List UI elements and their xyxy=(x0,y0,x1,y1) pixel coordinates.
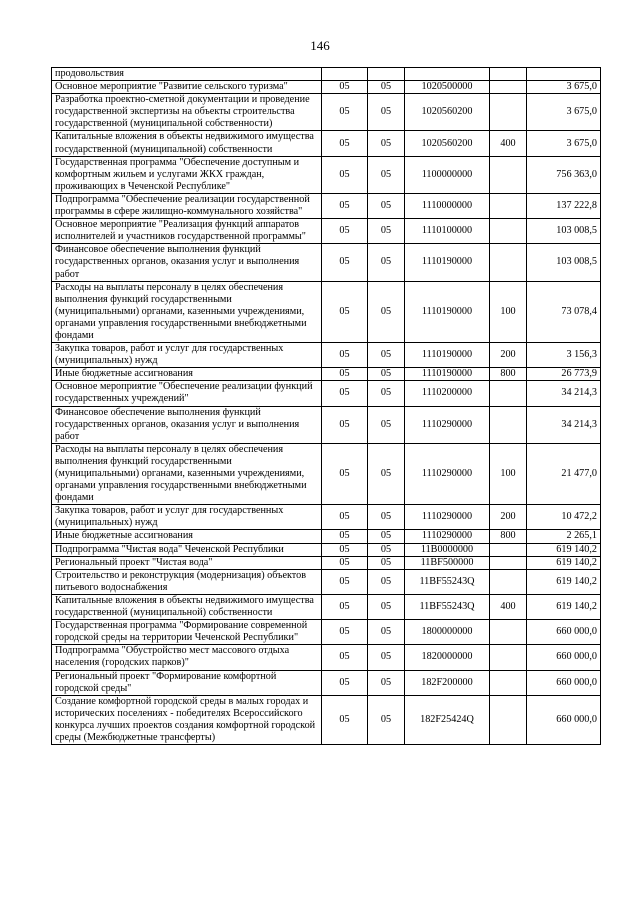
table-row xyxy=(52,131,601,156)
row-expense-type-cell xyxy=(490,156,527,193)
row-subsection-cell: 05 xyxy=(368,620,405,645)
row-amount-cell: 73 078,4 xyxy=(527,281,601,342)
row-subsection-cell: 05 xyxy=(368,569,405,594)
row-subsection-cell: 05 xyxy=(368,368,405,381)
row-section-cell: 05 xyxy=(322,406,368,443)
row-target-article-cell: 1110190000 xyxy=(405,244,490,281)
row-name-cell: Финансовое обеспечение выполнения функций государственных органов, оказания услуг и выполнения работ xyxy=(52,244,322,281)
row-section-cell: 05 xyxy=(322,556,368,569)
table-row xyxy=(52,569,601,594)
table-row xyxy=(52,620,601,645)
row-section-cell: 05 xyxy=(322,505,368,530)
row-amount-cell: 619 140,2 xyxy=(527,543,601,556)
row-section-cell: 05 xyxy=(322,219,368,244)
table-row xyxy=(52,670,601,695)
row-subsection-cell: 05 xyxy=(368,131,405,156)
row-amount-cell: 3 156,3 xyxy=(527,343,601,368)
row-name-cell: Иные бюджетные ассигнования xyxy=(52,530,322,543)
budget-table xyxy=(51,67,601,745)
row-expense-type-cell xyxy=(490,406,527,443)
row-expense-type-cell xyxy=(490,620,527,645)
table-row xyxy=(52,193,601,218)
row-name-cell: Государственная программа "Обеспечение доступным и комфортным жильем и услугами ЖКХ граждан, проживающих в Чеченской Республике" xyxy=(52,156,322,193)
row-expense-type-cell: 800 xyxy=(490,368,527,381)
row-subsection-cell: 05 xyxy=(368,343,405,368)
table-row xyxy=(52,244,601,281)
row-subsection-cell: 05 xyxy=(368,543,405,556)
row-section-cell: 05 xyxy=(322,193,368,218)
row-target-article-cell: 1110190000 xyxy=(405,281,490,342)
row-target-article-cell: 1110200000 xyxy=(405,381,490,406)
row-section-cell: 05 xyxy=(322,670,368,695)
row-expense-type-cell xyxy=(490,244,527,281)
row-expense-type-cell: 100 xyxy=(490,443,527,504)
row-subsection-cell: 05 xyxy=(368,81,405,94)
row-expense-type-cell xyxy=(490,193,527,218)
row-section-cell: 05 xyxy=(322,281,368,342)
table-row xyxy=(52,443,601,504)
row-section-cell: 05 xyxy=(322,94,368,131)
table-row xyxy=(52,695,601,744)
row-amount-cell: 619 140,2 xyxy=(527,556,601,569)
row-subsection-cell: 05 xyxy=(368,594,405,619)
row-section-cell: 05 xyxy=(322,343,368,368)
table-row xyxy=(52,68,601,81)
row-expense-type-cell xyxy=(490,556,527,569)
row-expense-type-cell xyxy=(490,219,527,244)
row-section-cell: 05 xyxy=(322,244,368,281)
table-row xyxy=(52,281,601,342)
row-subsection-cell: 05 xyxy=(368,219,405,244)
row-section-cell: 05 xyxy=(322,543,368,556)
row-section-cell: 05 xyxy=(322,569,368,594)
row-target-article-cell: 182F25424Q xyxy=(405,695,490,744)
row-subsection-cell: 05 xyxy=(368,645,405,670)
row-target-article-cell: 1110100000 xyxy=(405,219,490,244)
row-subsection-cell: 05 xyxy=(368,505,405,530)
row-amount-cell: 21 477,0 xyxy=(527,443,601,504)
row-amount-cell: 660 000,0 xyxy=(527,620,601,645)
row-name-cell: Подпрограмма "Обустройство мест массового отдыха населения (городских парков)" xyxy=(52,645,322,670)
row-target-article-cell xyxy=(405,68,490,81)
row-name-cell: Закупка товаров, работ и услуг для государственных (муниципальных) нужд xyxy=(52,343,322,368)
table-row xyxy=(52,594,601,619)
row-expense-type-cell xyxy=(490,645,527,670)
row-target-article-cell: 1020560200 xyxy=(405,131,490,156)
row-amount-cell: 34 214,3 xyxy=(527,381,601,406)
row-section-cell: 05 xyxy=(322,381,368,406)
row-name-cell: Основное мероприятие "Развитие сельского туризма" xyxy=(52,81,322,94)
row-amount-cell: 660 000,0 xyxy=(527,695,601,744)
table-row xyxy=(52,505,601,530)
row-subsection-cell: 05 xyxy=(368,193,405,218)
row-subsection-cell: 05 xyxy=(368,556,405,569)
table-row xyxy=(52,94,601,131)
table-row xyxy=(52,343,601,368)
table-row xyxy=(52,556,601,569)
row-expense-type-cell xyxy=(490,670,527,695)
row-amount-cell: 2 265,1 xyxy=(527,530,601,543)
row-target-article-cell: 11BF55243Q xyxy=(405,594,490,619)
table-row xyxy=(52,219,601,244)
row-name-cell: Финансовое обеспечение выполнения функций государственных органов, оказания услуг и выполнения работ xyxy=(52,406,322,443)
row-section-cell: 05 xyxy=(322,594,368,619)
row-subsection-cell xyxy=(368,68,405,81)
row-amount-cell xyxy=(527,68,601,81)
row-amount-cell: 619 140,2 xyxy=(527,569,601,594)
row-target-article-cell: 1800000000 xyxy=(405,620,490,645)
row-subsection-cell: 05 xyxy=(368,156,405,193)
row-amount-cell: 619 140,2 xyxy=(527,594,601,619)
row-target-article-cell: 1110000000 xyxy=(405,193,490,218)
row-name-cell: Основное мероприятие "Обеспечение реализации функций государственных учреждений" xyxy=(52,381,322,406)
row-subsection-cell: 05 xyxy=(368,695,405,744)
row-expense-type-cell xyxy=(490,569,527,594)
row-section-cell: 05 xyxy=(322,443,368,504)
row-name-cell: Строительство и реконструкция (модернизация) объектов питьевого водоснабжения xyxy=(52,569,322,594)
row-section-cell: 05 xyxy=(322,131,368,156)
row-section-cell: 05 xyxy=(322,645,368,670)
row-name-cell: продовольствия xyxy=(52,68,322,81)
row-target-article-cell: 182F200000 xyxy=(405,670,490,695)
row-amount-cell: 756 363,0 xyxy=(527,156,601,193)
row-target-article-cell: 11B0000000 xyxy=(405,543,490,556)
table-row xyxy=(52,368,601,381)
row-expense-type-cell: 200 xyxy=(490,343,527,368)
row-name-cell: Разработка проектно-сметной документации и проведение государственной экспертизы на объекты строительства государственной (муниципальной собственности) xyxy=(52,94,322,131)
row-target-article-cell: 1100000000 xyxy=(405,156,490,193)
row-name-cell: Капитальные вложения в объекты недвижимого имущества государственной (муниципальной) собственности xyxy=(52,594,322,619)
row-subsection-cell: 05 xyxy=(368,244,405,281)
table-row xyxy=(52,381,601,406)
row-name-cell: Капитальные вложения в объекты недвижимого имущества государственной (муниципальной) собственности xyxy=(52,131,322,156)
row-expense-type-cell: 400 xyxy=(490,594,527,619)
row-expense-type-cell xyxy=(490,695,527,744)
row-section-cell xyxy=(322,68,368,81)
row-target-article-cell: 11BF55243Q xyxy=(405,569,490,594)
row-target-article-cell: 1110190000 xyxy=(405,343,490,368)
table-row xyxy=(52,406,601,443)
row-name-cell: Государственная программа "Формирование современной городской среды на территории Чеченской Республики" xyxy=(52,620,322,645)
row-section-cell: 05 xyxy=(322,620,368,645)
row-expense-type-cell xyxy=(490,68,527,81)
row-name-cell: Подпрограмма "Чистая вода" Чеченской Республики xyxy=(52,543,322,556)
row-amount-cell: 103 008,5 xyxy=(527,244,601,281)
row-name-cell: Расходы на выплаты персоналу в целях обеспечения выполнения функций государственными (муниципальными) органами, казенными учреждениями, органами управления государственными внебюджетными фондами xyxy=(52,443,322,504)
row-name-cell: Основное мероприятие "Реализация функций аппаратов исполнителей и участников государственной программы" xyxy=(52,219,322,244)
row-target-article-cell: 1820000000 xyxy=(405,645,490,670)
row-subsection-cell: 05 xyxy=(368,281,405,342)
row-expense-type-cell: 200 xyxy=(490,505,527,530)
row-amount-cell: 660 000,0 xyxy=(527,645,601,670)
row-name-cell: Иные бюджетные ассигнования xyxy=(52,368,322,381)
row-name-cell: Закупка товаров, работ и услуг для государственных (муниципальных) нужд xyxy=(52,505,322,530)
row-section-cell: 05 xyxy=(322,695,368,744)
row-expense-type-cell: 100 xyxy=(490,281,527,342)
table-row xyxy=(52,645,601,670)
row-amount-cell: 10 472,2 xyxy=(527,505,601,530)
row-amount-cell: 3 675,0 xyxy=(527,131,601,156)
row-name-cell: Создание комфортной городской среды в малых городах и исторических поселениях - победителях Всероссийского конкурса лучших проектов создания комфортной городской среды (Межбюджетные трансферты) xyxy=(52,695,322,744)
row-target-article-cell: 1020560200 xyxy=(405,94,490,131)
row-subsection-cell: 05 xyxy=(368,670,405,695)
row-expense-type-cell: 400 xyxy=(490,131,527,156)
row-amount-cell: 103 008,5 xyxy=(527,219,601,244)
row-expense-type-cell xyxy=(490,81,527,94)
row-expense-type-cell: 800 xyxy=(490,530,527,543)
row-subsection-cell: 05 xyxy=(368,406,405,443)
row-amount-cell: 660 000,0 xyxy=(527,670,601,695)
row-expense-type-cell xyxy=(490,381,527,406)
row-name-cell: Расходы на выплаты персоналу в целях обеспечения выполнения функций государственными (муниципальными) органами, казенными учреждениями, органами управления государственными внебюджетными фондами xyxy=(52,281,322,342)
row-section-cell: 05 xyxy=(322,368,368,381)
row-section-cell: 05 xyxy=(322,81,368,94)
row-name-cell: Региональный проект "Формирование комфортной городской среды" xyxy=(52,670,322,695)
row-target-article-cell: 1020500000 xyxy=(405,81,490,94)
row-target-article-cell: 1110290000 xyxy=(405,406,490,443)
row-subsection-cell: 05 xyxy=(368,443,405,504)
row-amount-cell: 3 675,0 xyxy=(527,94,601,131)
row-target-article-cell: 1110290000 xyxy=(405,530,490,543)
table-row xyxy=(52,543,601,556)
row-subsection-cell: 05 xyxy=(368,381,405,406)
row-target-article-cell: 11BF500000 xyxy=(405,556,490,569)
row-section-cell: 05 xyxy=(322,530,368,543)
row-target-article-cell: 1110290000 xyxy=(405,443,490,504)
row-section-cell: 05 xyxy=(322,156,368,193)
row-amount-cell: 34 214,3 xyxy=(527,406,601,443)
row-expense-type-cell xyxy=(490,543,527,556)
row-subsection-cell: 05 xyxy=(368,530,405,543)
row-amount-cell: 137 222,8 xyxy=(527,193,601,218)
row-name-cell: Подпрограмма "Обеспечение реализации государственной программы в сфере жилищно-коммунального хозяйства" xyxy=(52,193,322,218)
row-target-article-cell: 1110290000 xyxy=(405,505,490,530)
row-amount-cell: 3 675,0 xyxy=(527,81,601,94)
row-subsection-cell: 05 xyxy=(368,94,405,131)
row-expense-type-cell xyxy=(490,94,527,131)
table-row xyxy=(52,156,601,193)
row-name-cell: Региональный проект "Чистая вода" xyxy=(52,556,322,569)
table-row xyxy=(52,530,601,543)
page-number: 146 xyxy=(310,38,330,53)
table-row xyxy=(52,81,601,94)
row-amount-cell: 26 773,9 xyxy=(527,368,601,381)
budget-table-body xyxy=(52,68,601,745)
row-target-article-cell: 1110190000 xyxy=(405,368,490,381)
